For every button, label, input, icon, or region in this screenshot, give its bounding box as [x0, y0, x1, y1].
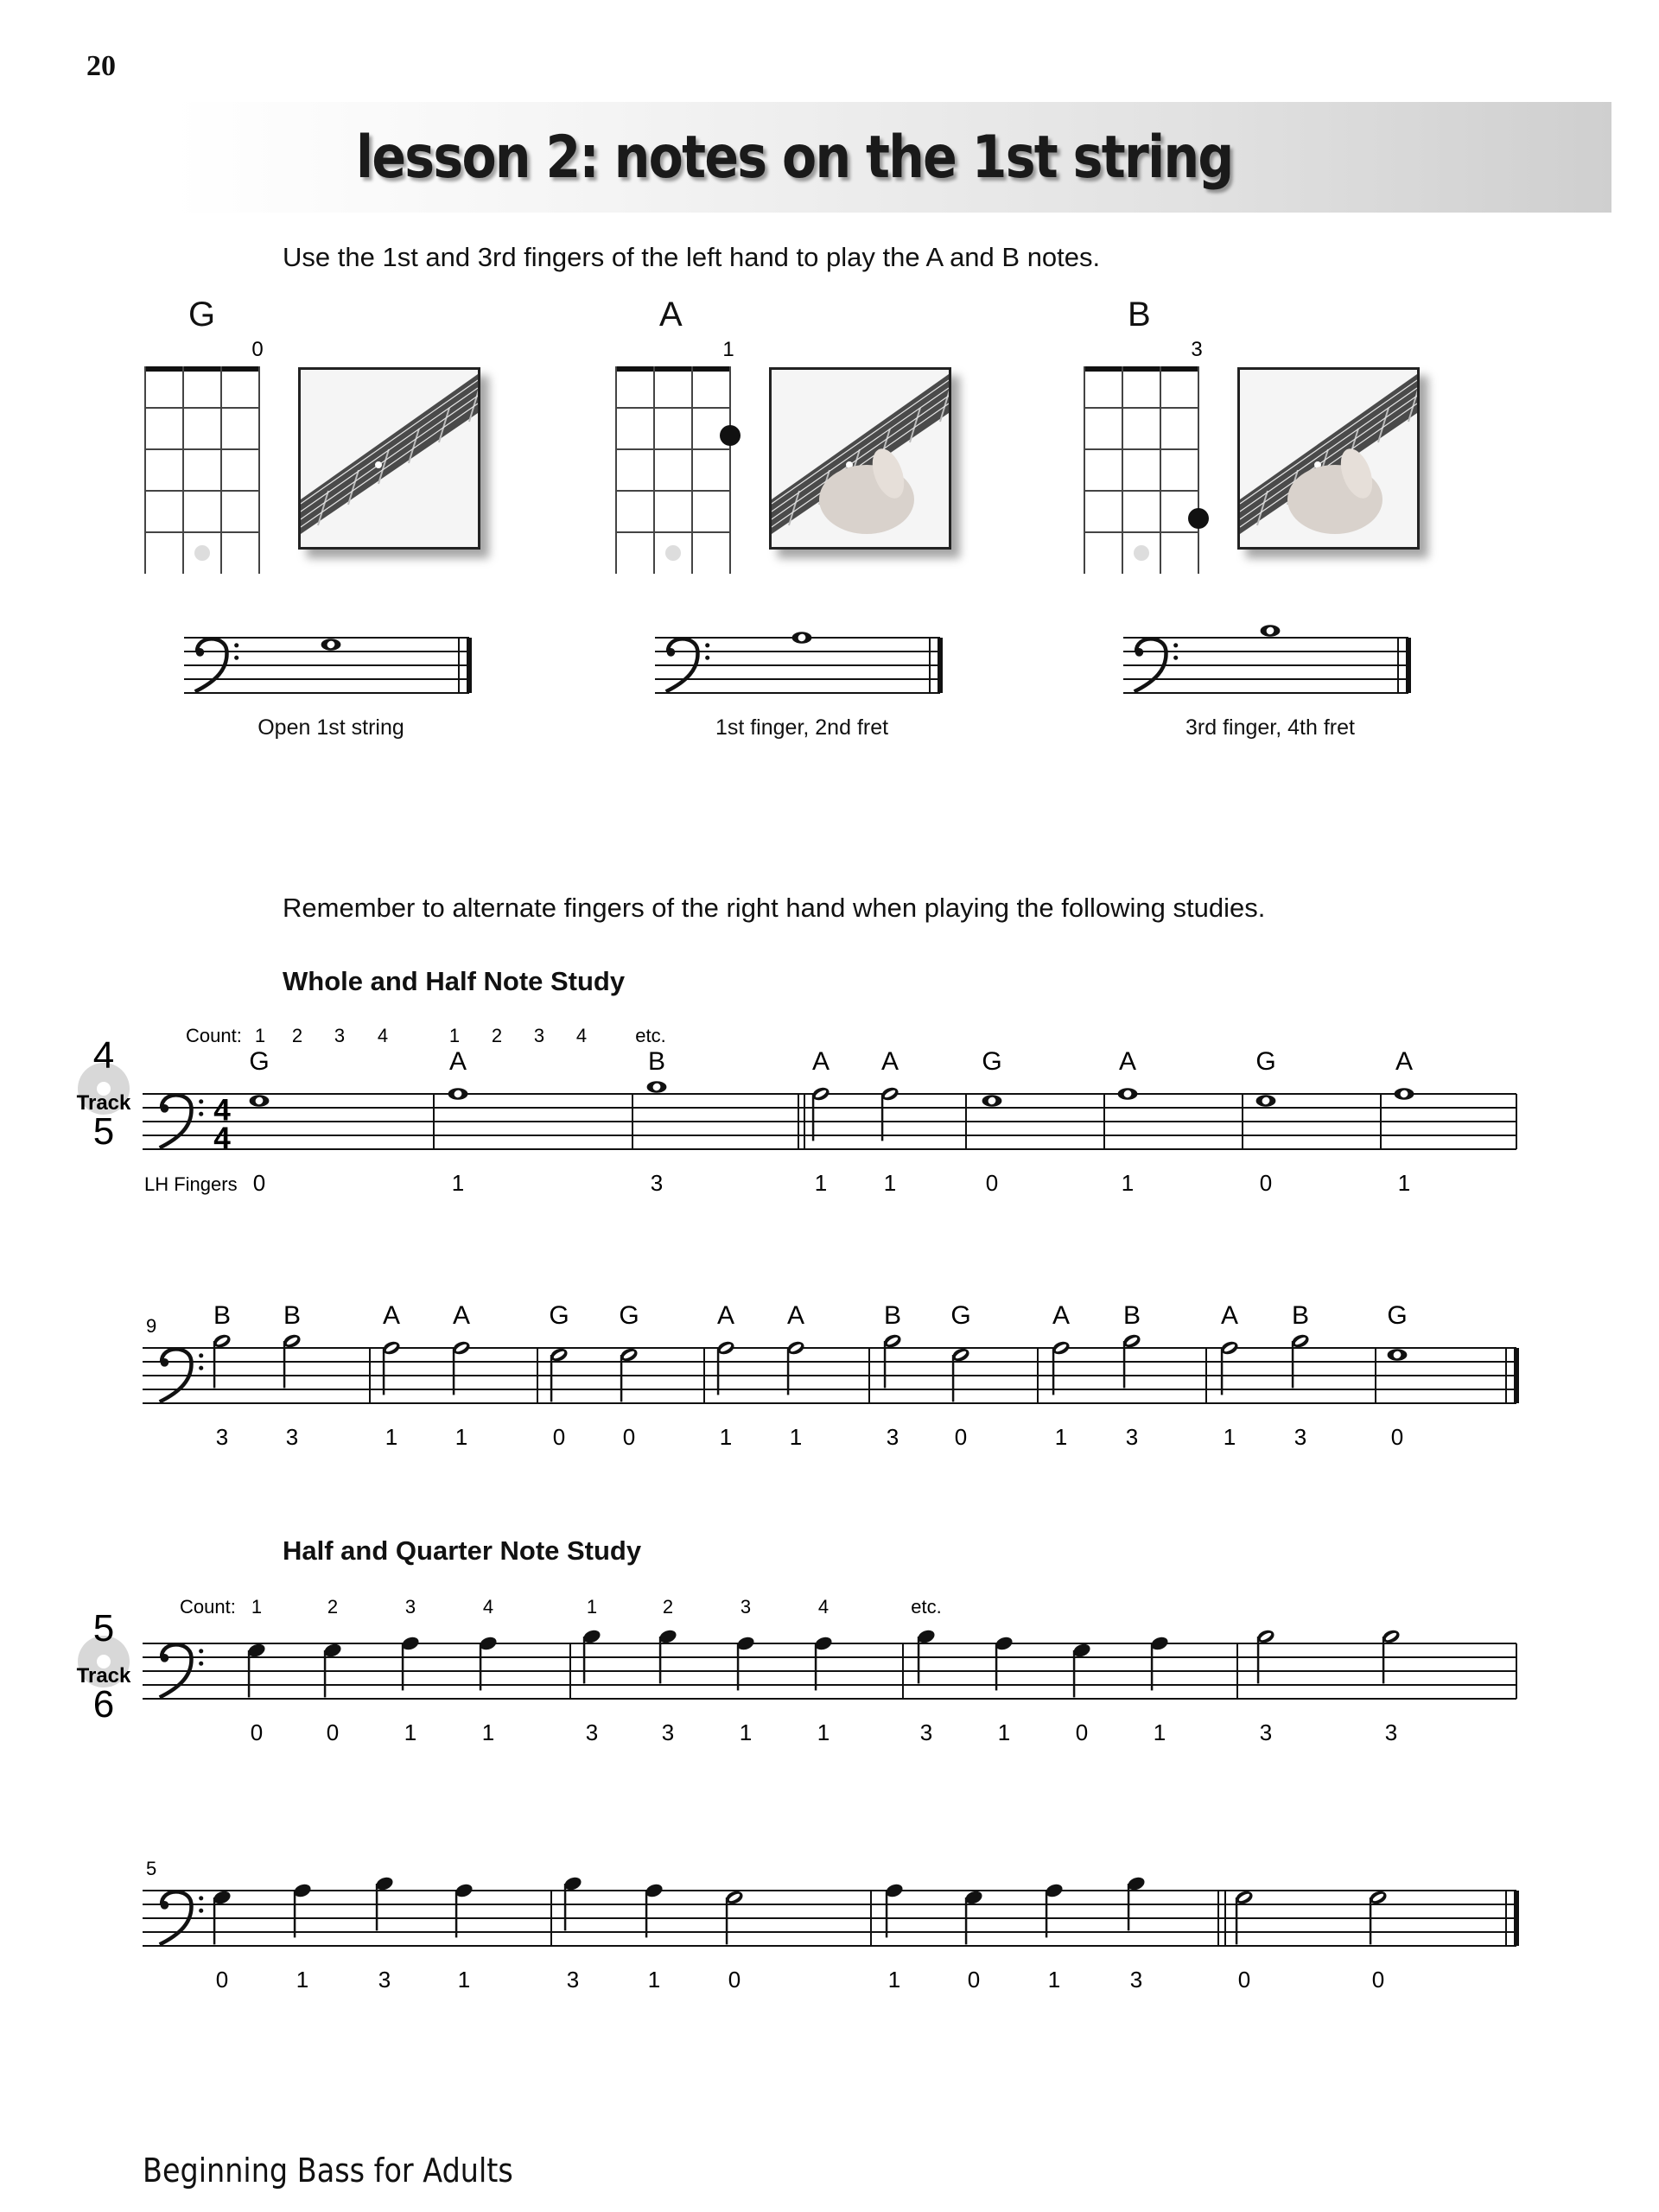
finger-number: 0 — [326, 1719, 340, 1745]
string-wire — [301, 380, 478, 504]
finger-position-dot — [720, 425, 741, 446]
count-number: 4 — [377, 1025, 389, 1046]
note-name: A — [786, 1301, 805, 1330]
note-name: G — [1255, 1047, 1276, 1076]
finger-number: 0 — [250, 1719, 264, 1745]
note — [1219, 1339, 1239, 1395]
finger-number: 0 — [985, 1170, 999, 1196]
note-name: A — [1118, 1047, 1137, 1076]
note — [619, 1346, 639, 1402]
note — [810, 1085, 830, 1141]
track-badge — [77, 1607, 131, 1726]
note-name: G — [1387, 1301, 1408, 1330]
finger-number: 1 — [883, 1170, 897, 1196]
finger-number: 0 — [1259, 1170, 1273, 1196]
clef-dot — [199, 1112, 203, 1116]
note-name: A — [448, 1047, 467, 1076]
note — [1395, 1088, 1414, 1099]
neck-illustration — [772, 370, 949, 547]
clef-dot — [199, 1353, 203, 1357]
note — [950, 1346, 970, 1402]
fingering-note-letter: G — [188, 296, 216, 334]
note — [724, 1889, 744, 1944]
measure-number: 5 — [146, 1858, 157, 1879]
finger-number: 1 — [997, 1719, 1011, 1745]
clef-dot — [199, 1662, 203, 1666]
string-wire — [301, 396, 478, 519]
nut — [1084, 366, 1198, 372]
note — [916, 1628, 936, 1683]
finger-position-dot — [1188, 508, 1209, 529]
note-name: A — [811, 1047, 830, 1076]
note-name: G — [249, 1047, 270, 1076]
count-number: 3 — [334, 1025, 346, 1046]
note — [212, 1889, 232, 1944]
note — [400, 1635, 420, 1690]
finger-number: 3 — [661, 1719, 675, 1745]
count-number: 4 — [817, 1596, 830, 1618]
fingering-note-head — [321, 639, 341, 650]
clef-dot — [199, 1649, 203, 1653]
note — [292, 1882, 312, 1937]
finger-number: 1 — [1153, 1719, 1166, 1745]
finger-number: 1 — [887, 1967, 901, 1993]
note — [880, 1085, 899, 1141]
finger-number: 3 — [1125, 1424, 1139, 1450]
clef-dot — [199, 1896, 203, 1900]
count-number: etc. — [635, 1025, 666, 1046]
finger-number: 0 — [1237, 1967, 1251, 1993]
fingering-photo — [1237, 367, 1420, 550]
finger-number: 1 — [296, 1967, 309, 1993]
note — [246, 1642, 266, 1697]
fingering-caption: 1st finger, 2nd fret — [715, 715, 889, 740]
note-name: B — [213, 1301, 232, 1330]
time-signature-bottom: 4 — [213, 1122, 231, 1156]
finger-number: 0 — [552, 1424, 566, 1450]
finger-number: 3 — [1384, 1719, 1398, 1745]
note — [1388, 1349, 1408, 1360]
note — [1044, 1882, 1064, 1937]
track-number-bottom: 6 — [92, 1683, 115, 1726]
note-name: B — [647, 1047, 666, 1076]
inlay-dot — [375, 461, 382, 468]
finger-number: 0 — [1075, 1719, 1089, 1745]
clef-dot — [1173, 643, 1178, 647]
note — [451, 1339, 471, 1395]
note — [448, 1088, 468, 1099]
note — [994, 1635, 1014, 1690]
note — [381, 1339, 401, 1395]
fret-inlay — [194, 545, 210, 561]
finger-number: 0 — [215, 1967, 229, 1993]
count-number: 2 — [662, 1596, 674, 1618]
note — [212, 1332, 232, 1388]
note-name: A — [880, 1047, 899, 1076]
neck-illustration — [1240, 370, 1417, 547]
finger-number: 1 — [1054, 1424, 1068, 1450]
count-label: Count: — [186, 1025, 242, 1046]
note — [549, 1346, 569, 1402]
note — [1234, 1889, 1254, 1944]
clef-dot — [196, 648, 205, 657]
neck-illustration — [301, 370, 478, 547]
note — [1118, 1088, 1138, 1099]
count-number: 1 — [448, 1025, 461, 1046]
finger-number: 0 — [954, 1424, 968, 1450]
note — [715, 1339, 735, 1395]
fret-number: 0 — [251, 338, 264, 361]
clef-dot — [234, 643, 238, 647]
clef-dot — [1135, 648, 1144, 657]
note — [813, 1635, 833, 1690]
finger-number: 3 — [1129, 1967, 1143, 1993]
note — [1122, 1332, 1141, 1388]
finger-number: 1 — [1121, 1170, 1135, 1196]
fret-inlay — [1134, 545, 1149, 561]
finger-number: 1 — [739, 1719, 753, 1745]
note — [647, 1081, 667, 1092]
note — [1051, 1339, 1071, 1395]
fret-inlay — [665, 545, 681, 561]
finger-number: 1 — [385, 1424, 398, 1450]
clef-dot — [1173, 656, 1178, 660]
finger-number: 3 — [919, 1719, 933, 1745]
finger-number: 3 — [378, 1967, 391, 1993]
study-staff — [143, 1094, 1516, 1149]
count-number: 1 — [586, 1596, 598, 1618]
note-name: A — [1395, 1047, 1414, 1076]
string-wire — [301, 388, 478, 512]
note — [250, 1095, 270, 1106]
note — [282, 1332, 302, 1388]
clef-dot — [161, 1358, 169, 1367]
string-wire — [301, 404, 478, 527]
note-name: A — [452, 1301, 471, 1330]
finger-number: 1 — [404, 1719, 417, 1745]
note — [374, 1875, 394, 1930]
fingering-photo — [769, 367, 951, 550]
note-name: B — [883, 1301, 902, 1330]
track-number-top: 5 — [92, 1607, 115, 1649]
intro-text: Use the 1st and 3rd fingers of the left hand to play the A and B notes. — [283, 242, 1101, 272]
note — [582, 1628, 601, 1683]
count-number: etc. — [911, 1596, 942, 1618]
count-number: 2 — [327, 1596, 339, 1618]
track-number-bottom: 5 — [92, 1110, 115, 1153]
finger-number: 1 — [481, 1719, 495, 1745]
clef-dot — [199, 1366, 203, 1370]
study-staff — [143, 1891, 1516, 1946]
note-name: G — [619, 1301, 639, 1330]
finger-number: 3 — [886, 1424, 899, 1450]
count-number: 1 — [251, 1596, 263, 1618]
count-number: 2 — [491, 1025, 503, 1046]
finger-number: 3 — [566, 1967, 580, 1993]
clef-dot — [667, 648, 676, 657]
note — [1381, 1628, 1401, 1683]
count-number: 3 — [404, 1596, 416, 1618]
fingering-note-letter: A — [659, 296, 683, 334]
measure-number: 9 — [146, 1315, 157, 1337]
note-name: B — [1291, 1301, 1310, 1330]
finger-number: 3 — [1259, 1719, 1273, 1745]
reminder-text: Remember to alternate fingers of the right hand when playing the following studies. — [283, 893, 1266, 923]
finger-number: 1 — [789, 1424, 803, 1450]
note — [1071, 1642, 1091, 1697]
lesson-title: lesson 2: notes on the 1st string — [356, 123, 1233, 192]
study2-title: Half and Quarter Note Study — [283, 1535, 642, 1566]
finger-number: 1 — [457, 1967, 471, 1993]
finger-number: 0 — [252, 1170, 266, 1196]
count-number: 3 — [740, 1596, 752, 1618]
count-label: Count: — [180, 1596, 236, 1618]
finger-number: 0 — [728, 1967, 741, 1993]
finger-number: 0 — [967, 1967, 981, 1993]
study-staff — [143, 1643, 1516, 1699]
note — [1149, 1635, 1169, 1690]
finger-number: 3 — [650, 1170, 664, 1196]
note — [882, 1332, 902, 1388]
study2-notation — [0, 1564, 1659, 2048]
note — [1126, 1875, 1146, 1930]
finger-number: 3 — [1294, 1424, 1307, 1450]
clef-dot — [705, 643, 709, 647]
note — [1255, 1628, 1275, 1683]
clef-dot — [199, 1909, 203, 1913]
track-label: Track — [76, 1091, 131, 1115]
clef-dot — [234, 656, 238, 660]
clef-dot — [161, 1901, 169, 1910]
lesson-title-band — [173, 102, 1611, 213]
note-name: B — [1122, 1301, 1141, 1330]
fret-number: 3 — [1191, 338, 1203, 361]
count-number: 3 — [533, 1025, 545, 1046]
track-badge — [77, 1034, 131, 1153]
note — [982, 1095, 1002, 1106]
clef-dot — [161, 1104, 169, 1113]
fingering-note-head — [1261, 625, 1281, 636]
note-name: G — [982, 1047, 1002, 1076]
note — [454, 1882, 474, 1937]
footer-book-title: Beginning Bass for Adults — [143, 2152, 513, 2190]
finger-number: 1 — [1047, 1967, 1061, 1993]
note-name: G — [950, 1301, 971, 1330]
finger-number: 3 — [215, 1424, 229, 1450]
note — [785, 1339, 805, 1395]
note-name: A — [382, 1301, 401, 1330]
study1-title: Whole and Half Note Study — [283, 966, 626, 996]
note — [884, 1882, 904, 1937]
nut — [616, 366, 730, 372]
nut — [145, 366, 259, 372]
study1-notation — [0, 994, 1659, 1599]
finger-number: 1 — [451, 1170, 465, 1196]
note — [478, 1635, 498, 1690]
note — [322, 1642, 342, 1697]
finger-number: 1 — [817, 1719, 830, 1745]
finger-number: 3 — [285, 1424, 299, 1450]
note — [644, 1882, 664, 1937]
finger-number: 0 — [622, 1424, 636, 1450]
finger-number: 1 — [454, 1424, 468, 1450]
finger-number: 1 — [814, 1170, 828, 1196]
note — [658, 1628, 677, 1683]
finger-number: 1 — [1223, 1424, 1236, 1450]
track-number-top: 4 — [92, 1034, 115, 1077]
finger-number: 1 — [719, 1424, 733, 1450]
fingering-caption: Open 1st string — [257, 715, 404, 740]
note-name: A — [1220, 1301, 1239, 1330]
track-label: Track — [76, 1664, 131, 1688]
clef-dot — [705, 656, 709, 660]
finger-number: 0 — [1371, 1967, 1385, 1993]
note-name: B — [283, 1301, 302, 1330]
clef-dot — [199, 1099, 203, 1103]
note — [563, 1875, 582, 1930]
fingering-note-letter: B — [1128, 296, 1151, 334]
clef-dot — [161, 1654, 169, 1662]
fingering-note-head — [792, 632, 812, 643]
fingering-caption: 3rd finger, 4th fret — [1185, 715, 1355, 740]
count-number: 1 — [254, 1025, 266, 1046]
fret-number: 1 — [722, 338, 734, 361]
note — [1290, 1332, 1310, 1388]
count-number: 4 — [482, 1596, 494, 1618]
study-staff — [143, 1348, 1516, 1403]
note — [1256, 1095, 1276, 1106]
note-name: A — [716, 1301, 735, 1330]
note-name: A — [1052, 1301, 1071, 1330]
lh-fingers-label: LH Fingers — [144, 1173, 238, 1195]
count-number: 4 — [575, 1025, 588, 1046]
page-number: 20 — [86, 50, 116, 82]
fingering-photo — [298, 367, 480, 550]
note — [1368, 1889, 1388, 1944]
finger-number: 1 — [1397, 1170, 1411, 1196]
time-signature-top: 4 — [213, 1093, 231, 1128]
finger-number: 3 — [585, 1719, 599, 1745]
note-name: G — [549, 1301, 569, 1330]
note — [963, 1889, 983, 1944]
finger-number: 1 — [647, 1967, 661, 1993]
note — [735, 1635, 755, 1690]
finger-number: 0 — [1390, 1424, 1404, 1450]
count-number: 2 — [291, 1025, 303, 1046]
